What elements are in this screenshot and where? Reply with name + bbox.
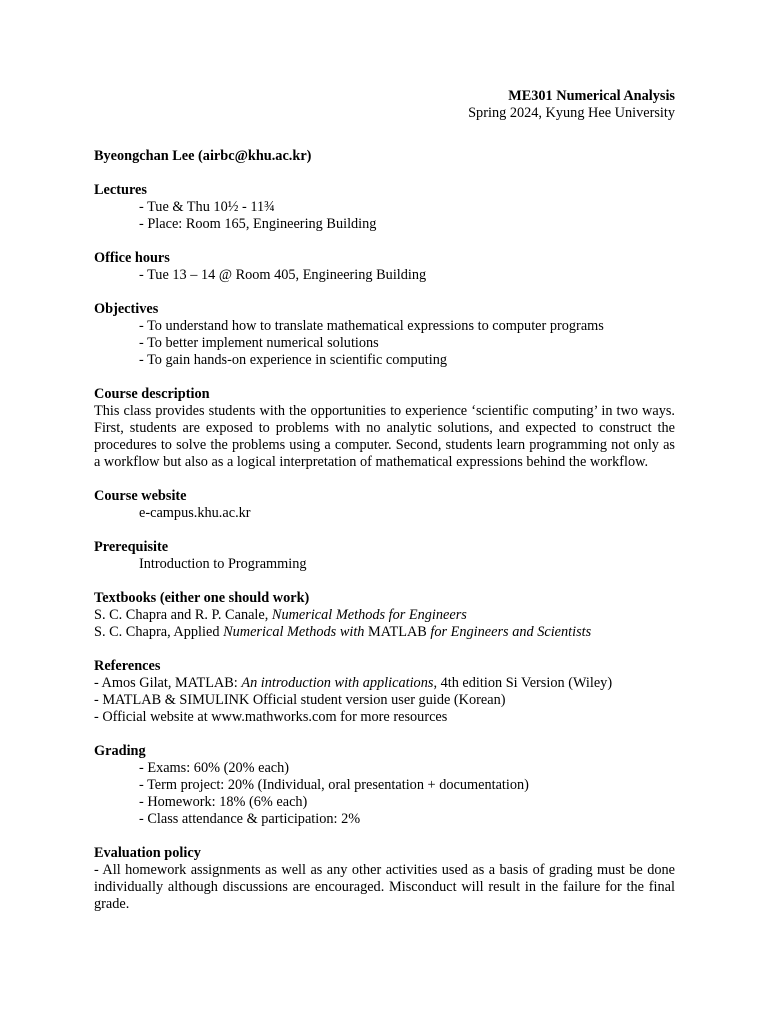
course-description-heading: Course description — [94, 386, 210, 402]
instructor-line: Byeongchan Lee (airbc@khu.ac.kr) — [94, 148, 312, 164]
lectures-section — [94, 182, 675, 233]
course-description-section — [94, 386, 675, 471]
grading-item: - Homework: 18% (6% each) — [139, 794, 308, 810]
textbook-title: Numerical Methods with — [223, 624, 365, 640]
reference-entry: - MATLAB & SIMULINK Official student version user guide (Korean) — [94, 692, 506, 708]
course-website-url: e-campus.khu.ac.kr — [139, 505, 251, 521]
course-title: ME301 Numerical Analysis — [508, 88, 675, 104]
objectives-heading: Objectives — [94, 301, 159, 317]
references-heading: References — [94, 658, 161, 674]
grading-heading: Grading — [94, 743, 146, 759]
textbook-entry — [94, 607, 675, 624]
reference-entry — [94, 675, 675, 692]
prerequisite-heading: Prerequisite — [94, 539, 169, 555]
reference-edition: , 4th edition Si Version (Wiley) — [433, 675, 613, 691]
textbook-authors: S. C. Chapra and R. P. Canale, — [94, 607, 272, 623]
document-header — [94, 88, 675, 122]
evaluation-policy-section — [94, 845, 675, 913]
textbook-entry — [94, 624, 675, 641]
objective-item: - To gain hands-on experience in scientific computing — [139, 352, 448, 368]
reference-entry: - Official website at www.mathworks.com for more resources — [94, 709, 448, 725]
evaluation-policy-heading: Evaluation policy — [94, 845, 201, 861]
office-hours-item: - Tue 13 – 14 @ Room 405, Engineering Building — [139, 267, 427, 283]
grading-item: - Exams: 60% (20% each) — [139, 760, 290, 776]
references-section — [94, 658, 675, 726]
term-line: Spring 2024, Kyung Hee University — [468, 105, 675, 121]
prerequisite-section — [94, 539, 675, 573]
textbook-authors: S. C. Chapra, Applied — [94, 624, 224, 640]
syllabus-page — [94, 88, 675, 913]
lectures-item: - Tue & Thu 10½ - 11¾ — [139, 199, 275, 215]
grading-item: - Term project: 20% (Individual, oral presentation + documentation) — [139, 777, 529, 793]
textbooks-section — [94, 590, 675, 641]
office-hours-section — [94, 250, 675, 284]
lectures-item: - Place: Room 165, Engineering Building — [139, 216, 377, 232]
reference-title: An introduction with applications — [241, 675, 434, 691]
textbooks-heading: Textbooks (either one should work) — [94, 590, 310, 606]
grading-section — [94, 743, 675, 828]
prerequisite-text: Introduction to Programming — [139, 556, 307, 572]
objectives-section — [94, 301, 675, 369]
lectures-heading: Lectures — [94, 182, 147, 198]
reference-author: - Amos Gilat, MATLAB: — [94, 675, 242, 691]
course-website-heading: Course website — [94, 488, 187, 504]
objective-item: - To better implement numerical solutions — [139, 335, 379, 351]
textbook-title: for Engineers and Scientists — [430, 624, 592, 640]
office-hours-heading: Office hours — [94, 250, 170, 266]
evaluation-policy-text: - All homework assignments as well as any other activities used as a basis of grading must be done individually although discussions are encouraged. Misconduct will result in the failure for the final grade. — [94, 862, 675, 912]
course-description-text: This class provides students with the opportunities to experience ‘scientific computing’ in two ways. First, students are exposed to problems with no analytic solutions, and expected to construct the procedures to solve the problems using a computer. Second, students learn programming not only as a workflow but also as a logical interpretation of mathematical expressions behind the workflow. — [94, 403, 675, 470]
course-website-section — [94, 488, 675, 522]
textbook-title-mid: MATLAB — [364, 624, 431, 640]
textbook-title: Numerical Methods for Engineers — [271, 607, 467, 623]
grading-item: - Class attendance & participation: 2% — [139, 811, 361, 827]
objective-item: - To understand how to translate mathematical expressions to computer programs — [139, 318, 604, 334]
